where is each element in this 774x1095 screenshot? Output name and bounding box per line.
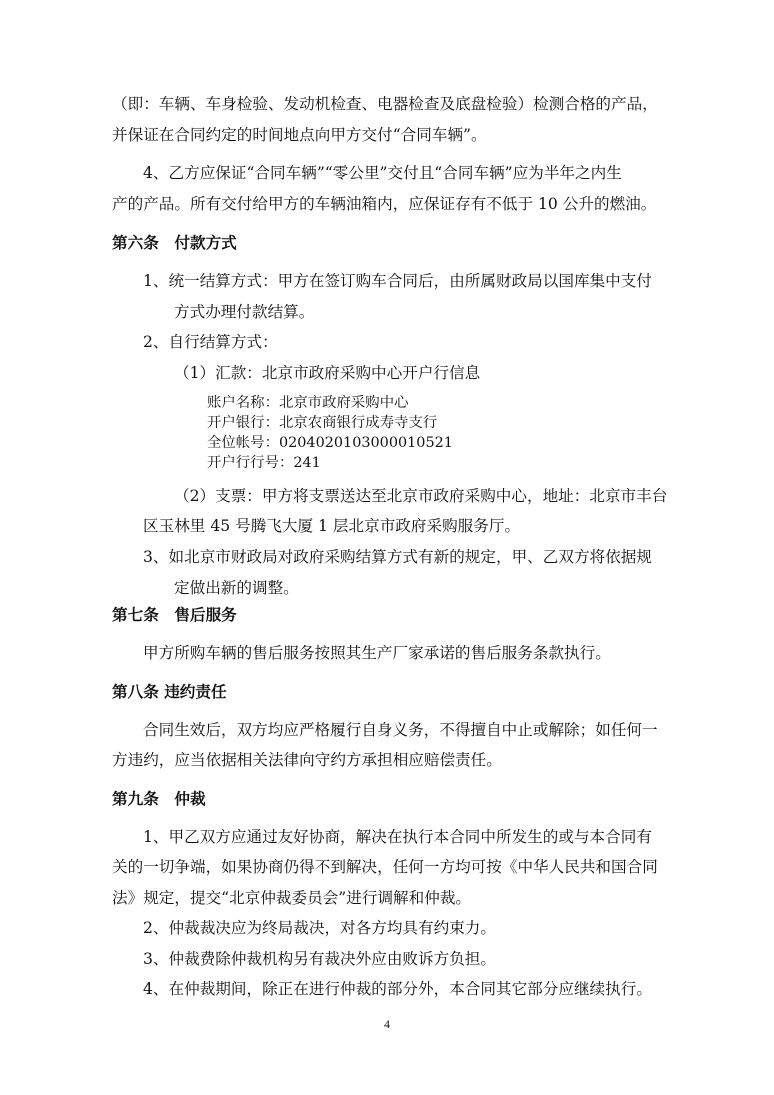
article6-sub1: （1）汇款：北京市政府采购中心开户行信息 — [174, 364, 481, 382]
continuation-line-2: 并保证在合同约定的时间地点向甲方交付“合同车辆”。 — [112, 126, 487, 144]
article7-body: 甲方所购车辆的售后服务按照其生产厂家承诺的售后服务条款执行。 — [143, 644, 611, 662]
article6-item1-line-2: 方式办理付款结算。 — [174, 303, 315, 321]
bank-account-name: 账户名称：北京市政府采购中心 — [207, 395, 409, 411]
bank-code: 开户行行号：241 — [207, 455, 321, 471]
article6-item3-line-1: 3、如北京市财政局对政府采购结算方式有新的规定，甲、乙双方将依据规 — [143, 548, 652, 566]
article8-heading: 第八条 违约责任 — [112, 683, 227, 701]
article9-item2: 2、仲裁裁决应为终局裁决，对各方均具有约束力。 — [143, 919, 496, 937]
article6-item1-line-1: 1、统一结算方式：甲方在签订购车合同后，由所属财政局以国库集中支付 — [143, 272, 652, 290]
article6-sub2-line-2: 区玉林里 45 号腾飞大厦 1 层北京市政府采购服务厅。 — [143, 517, 521, 535]
article9-heading: 第九条 仲裁 — [112, 790, 206, 808]
article6-item2: 2、自行结算方式： — [143, 333, 278, 351]
article9-item3: 3、仲裁费除仲裁机构另有裁决外应由败诉方负担。 — [143, 950, 496, 968]
article7-heading: 第七条 售后服务 — [112, 606, 237, 624]
bank-branch: 开户银行：北京农商银行成寿寺支行 — [207, 415, 438, 431]
article9-item4: 4、在仲裁期间，除正在进行仲裁的部分外，本合同其它部分应继续执行。 — [143, 980, 652, 998]
article8-body-line-2: 方违约，应当依据相关法律向守约方承担相应赔偿责任。 — [112, 751, 502, 769]
article6-sub2-line-1: （2）支票：甲方将支票送达至北京市政府采购中心，地址：北京市丰台 — [174, 487, 668, 505]
article8-body-line-1: 合同生效后，双方均应严格履行自身义务，不得擅自中止或解除；如任何一 — [143, 721, 658, 739]
clause5-item4-line-2: 产的产品。所有交付给甲方的车辆油箱内，应保证存有不低于 10 公升的燃油。 — [112, 195, 657, 213]
clause5-item4-line-1: 4、乙方应保证“合同车辆”“零公里”交付且“合同车辆”应为半年之内生 — [143, 164, 622, 182]
article9-item1-line-3: 法》规定，提交“北京仲裁委员会”进行调解和仲裁。 — [112, 889, 472, 907]
article9-item1-line-1: 1、甲乙双方应通过友好协商，解决在执行本合同中所发生的或与本合同有 — [143, 828, 652, 846]
continuation-line-1: （即：车辆、车身检验、发动机检查、电器检查及底盘检验）检测合格的产品， — [112, 95, 658, 113]
bank-account-number: 全位帐号：0204020103000010521 — [207, 435, 453, 451]
article9-item1-line-2: 关的一切争端，如果协商仍得不到解决，任何一方均可按《中华人民共和国合同 — [112, 858, 658, 876]
page-number: 4 — [384, 1017, 390, 1031]
article6-heading: 第六条 付款方式 — [112, 234, 237, 252]
article6-item3-line-2: 定做出新的调整。 — [174, 579, 299, 597]
